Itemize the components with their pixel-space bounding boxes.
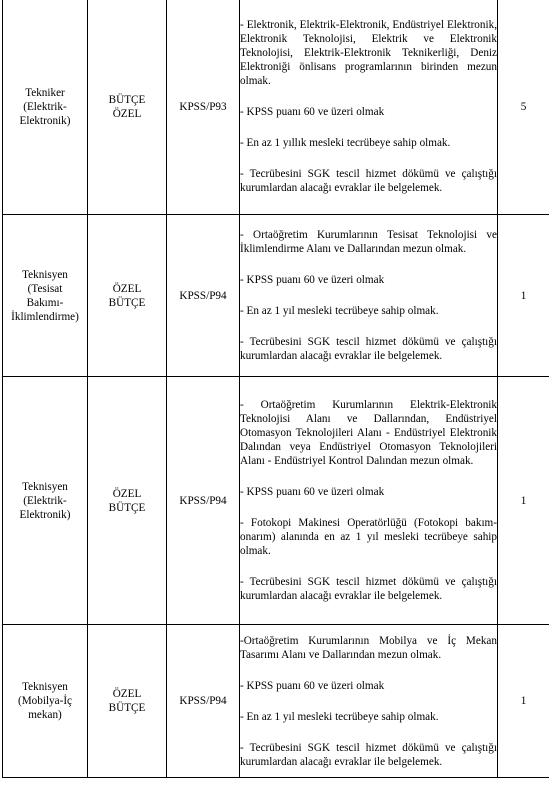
requirement-item: - KPSS puanı 60 ve üzeri olmak (240, 486, 385, 498)
requirement-item: - KPSS puanı 60 ve üzeri olmak (240, 679, 385, 692)
position-title: mekan) (28, 709, 62, 721)
position-count: 1 (498, 215, 549, 377)
requirements-cell (240, 0, 498, 215)
requirement-item: - KPSS puanı 60 ve üzeri olmak (240, 274, 385, 286)
budget-type-cell (88, 377, 167, 625)
requirement-item: - En az 1 yıl mesleki tecrübeye sahip olmak. (240, 305, 439, 317)
requirements-cell (240, 215, 498, 377)
budget-type: ÖZEL (112, 487, 142, 500)
position-count: 5 (498, 0, 549, 215)
budget-type-cell (88, 0, 167, 215)
requirement-item: - Ortaöğretim Kurumlarının Tesisat Teknolojisi ve İklimlendirme Alanı ve Dallarından mezun olmak. (240, 229, 497, 255)
requirement-item: - Tecrübesini SGK tescil hizmet dökümü ve çalıştığı kurumlardan alacağı evraklar ile belgelemek. (240, 336, 497, 362)
budget-type: ÖZEL (112, 688, 142, 700)
requirements-cell (240, 377, 498, 625)
position-title: İklimlendirme) (11, 310, 79, 323)
position-title: Tekniker (25, 86, 65, 99)
position-title: Teknisyen (22, 480, 68, 493)
position-title: Teknisyen (22, 268, 68, 281)
position-count: 1 (498, 625, 549, 778)
position-title: (Mobilya-İç (17, 695, 73, 707)
requirement-item: - KPSS puanı 60 ve üzeri olmak (240, 106, 385, 118)
requirement-item: - Elektronik, Elektrik-Elektronik, Endüstriyel Elektronik, Elektronik Teknolojisi, Elektrik ve Elektronik Teknolojisi, Elektrik-Elektronik Teknikerliği, Deniz Elektroniği önlisans programlarının birinden mezun olmak. (240, 19, 497, 87)
position-title-cell (3, 215, 88, 377)
position-title: Teknisyen (22, 681, 68, 693)
requirement-item: - En az 1 yıllık mesleki tecrübeye sahip olmak. (240, 137, 451, 149)
position-title-cell (3, 625, 88, 778)
budget-type: BÜTÇE (108, 702, 146, 714)
budget-type: ÖZEL (112, 282, 142, 295)
budget-type-cell (88, 215, 167, 377)
requirement-item: - Fotokopi Makinesi Operatörlüğü (Fotokopi bakım-onarım) alanında en az 1 yıl mesleki tecrübeye sahip olmak. (240, 517, 497, 557)
kpss-code: KPSS/P94 (167, 625, 240, 778)
budget-type-cell (88, 625, 167, 778)
kpss-code: KPSS/P93 (167, 0, 240, 215)
requirement-item: - Tecrübesini SGK tescil hizmet dökümü ve çalıştığı kurumlardan alacağı evraklar ile belgelemek. (240, 741, 497, 768)
kpss-code: KPSS/P94 (167, 215, 240, 377)
budget-type: BÜTÇE (108, 93, 146, 106)
table-row (3, 625, 549, 778)
position-title: Elektronik) (19, 114, 71, 127)
table-row (3, 0, 549, 215)
requirement-item: - Ortaöğretim Kurumlarının Elektrik-Elektronik Teknolojisi Alanı ve Dallarından, Endüstriyel Otomasyon Teknolojileri Alanı - Endüstriyel Elektronik Dalından veya Endüstriyel Otomasyon Teknolojileri Alanı - Endüstriyel Kontrol Dalından mezun olmak. (240, 399, 497, 467)
position-title: Elektronik) (19, 508, 71, 521)
position-title-cell (3, 377, 88, 625)
kpss-code: KPSS/P94 (167, 377, 240, 625)
requirement-item: - En az 1 yıl mesleki tecrübeye sahip olmak. (240, 710, 439, 723)
requirement-item: - Tecrübesini SGK tescil hizmet dökümü ve çalıştığı kurumlardan alacağı evraklar ile belgelemek. (240, 168, 497, 194)
position-title: (Elektrik- (23, 100, 67, 113)
position-title: (Elektrik- (23, 494, 67, 507)
table-row (3, 215, 549, 377)
budget-type: BÜTÇE (108, 296, 146, 309)
requirements-cell (240, 625, 498, 778)
position-title: Bakımı- (26, 296, 64, 309)
requirement-item: - Tecrübesini SGK tescil hizmet dökümü ve çalıştığı kurumlardan alacağı evraklar ile belgelemek. (240, 576, 497, 602)
position-title-cell (3, 0, 88, 215)
positions-table (2, 0, 549, 778)
position-count: 1 (498, 377, 549, 625)
budget-type: BÜTÇE (108, 501, 146, 514)
budget-type: ÖZEL (112, 107, 142, 120)
requirement-item: -Ortaöğretim Kurumlarının Mobilya ve İç Mekan Tasarımı Alanı ve Dallarından mezun olmak. (240, 634, 497, 661)
table-row (3, 377, 549, 625)
position-title: (Tesisat (27, 282, 63, 295)
